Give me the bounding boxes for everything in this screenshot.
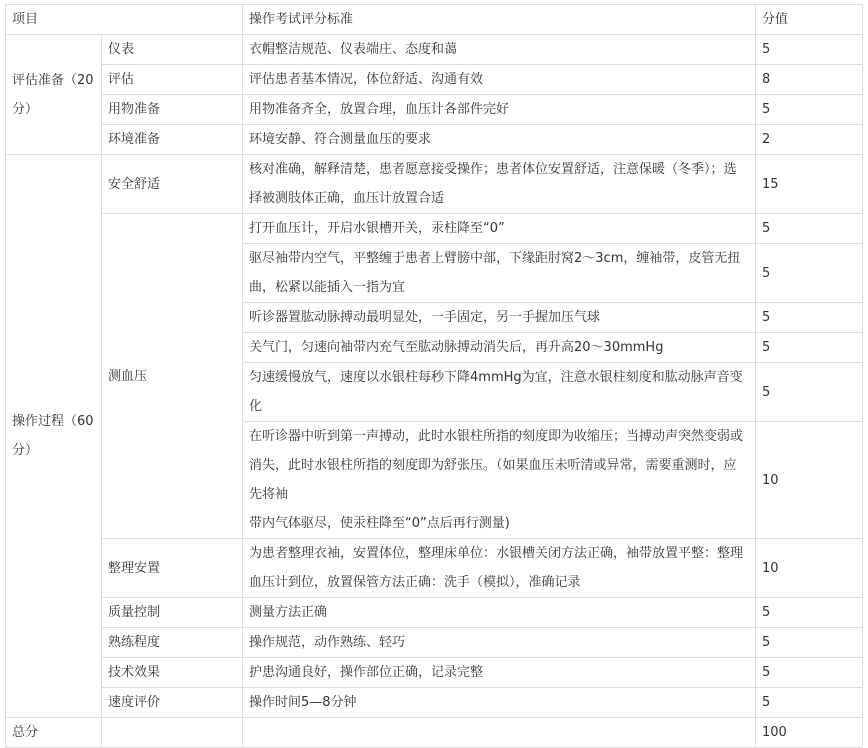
sub-item: 熟练程度	[102, 628, 243, 658]
criteria: 操作时间5—8分钟	[243, 688, 756, 718]
table-row	[6, 598, 863, 628]
empty-cell	[243, 718, 756, 748]
sub-item: 评估	[102, 65, 243, 95]
section-name: 操作过程（60分）	[6, 155, 102, 718]
score: 5	[756, 363, 863, 422]
score: 5	[756, 628, 863, 658]
table-row	[6, 95, 863, 125]
score: 5	[756, 688, 863, 718]
table-row	[6, 688, 863, 718]
score: 5	[756, 658, 863, 688]
sub-item: 测血压	[102, 214, 243, 539]
criteria	[243, 422, 756, 539]
criteria: 驱尽袖带内空气，平整缠于患者上臂膀中部，下缘距肘窝2～3cm，缠袖带，皮管无扭曲，松紧以能插入一指为宜	[243, 244, 756, 303]
criteria: 关气门，匀速向袖带内充气至肱动脉搏动消失后，再升高20～30mmHg	[243, 333, 756, 363]
criteria: 评估患者基本情况，体位舒适、沟通有效	[243, 65, 756, 95]
score: 2	[756, 125, 863, 155]
table-row	[6, 214, 863, 244]
table-header-row	[6, 5, 863, 35]
sub-item: 安全舒适	[102, 155, 243, 214]
criteria: 匀速缓慢放气，速度以水银柱每秒下降4mmHg为宜，注意水银柱刻度和肱动脉声音变化	[243, 363, 756, 422]
score: 5	[756, 333, 863, 363]
criteria: 用物准备齐全，放置合理，血压计各部件完好	[243, 95, 756, 125]
header-score: 分值	[756, 5, 863, 35]
sub-item: 质量控制	[102, 598, 243, 628]
criteria: 环境安静、符合测量血压的要求	[243, 125, 756, 155]
score: 10	[756, 539, 863, 598]
total-row	[6, 718, 863, 748]
score: 10	[756, 422, 863, 539]
score: 5	[756, 35, 863, 65]
section-name: 评估准备（20分）	[6, 35, 102, 155]
total-label: 总分	[6, 718, 102, 748]
criteria-text: 在听诊器中听到第一声搏动，此时水银柱所指的刻度即为收缩压；当搏动声突然变弱或消失，此时水银柱所指的刻度即为舒张压。（如果血压未听清或异常，需要重测时，应先将袖	[249, 429, 744, 502]
criteria: 操作规范，动作熟练、轻巧	[243, 628, 756, 658]
sub-item: 用物准备	[102, 95, 243, 125]
table-row	[6, 65, 863, 95]
total-score: 100	[756, 718, 863, 748]
score: 5	[756, 95, 863, 125]
criteria: 打开血压计，开启水银槽开关，汞柱降至“0”	[243, 214, 756, 244]
header-item: 项目	[6, 5, 243, 35]
table-row	[6, 539, 863, 598]
score: 5	[756, 598, 863, 628]
criteria-text-continued: 带内气体驱尽，使汞柱降至“0”点后再行测量)	[249, 516, 510, 531]
score: 8	[756, 65, 863, 95]
sub-item: 技术效果	[102, 658, 243, 688]
criteria: 护患沟通良好，操作部位正确，记录完整	[243, 658, 756, 688]
scoring-table	[5, 4, 863, 748]
criteria: 测量方法正确	[243, 598, 756, 628]
criteria: 为患者整理衣袖，安置体位，整理床单位：水银槽关闭方法正确，袖带放置平整：整理血压计到位，放置保管方法正确：洗手（模拟），准确记录	[243, 539, 756, 598]
score: 5	[756, 244, 863, 303]
table-row	[6, 628, 863, 658]
table-row	[6, 658, 863, 688]
score: 5	[756, 303, 863, 333]
header-criteria: 操作考试评分标准	[243, 5, 756, 35]
criteria: 听诊器置肱动脉搏动最明显处，一手固定，另一手握加压气球	[243, 303, 756, 333]
sub-item: 速度评价	[102, 688, 243, 718]
table-row	[6, 35, 863, 65]
table-row	[6, 155, 863, 214]
table-row	[6, 125, 863, 155]
empty-cell	[102, 718, 243, 748]
sub-item: 环境准备	[102, 125, 243, 155]
sub-item: 整理安置	[102, 539, 243, 598]
criteria: 衣帽整洁规范、仪表端庄、态度和蔼	[243, 35, 756, 65]
score: 5	[756, 214, 863, 244]
score: 15	[756, 155, 863, 214]
criteria: 核对准确，解释清楚，患者愿意接受操作；患者体位安置舒适，注意保暖（冬季）；选择被测肢体正确，血压计放置合适	[243, 155, 756, 214]
sub-item: 仪表	[102, 35, 243, 65]
